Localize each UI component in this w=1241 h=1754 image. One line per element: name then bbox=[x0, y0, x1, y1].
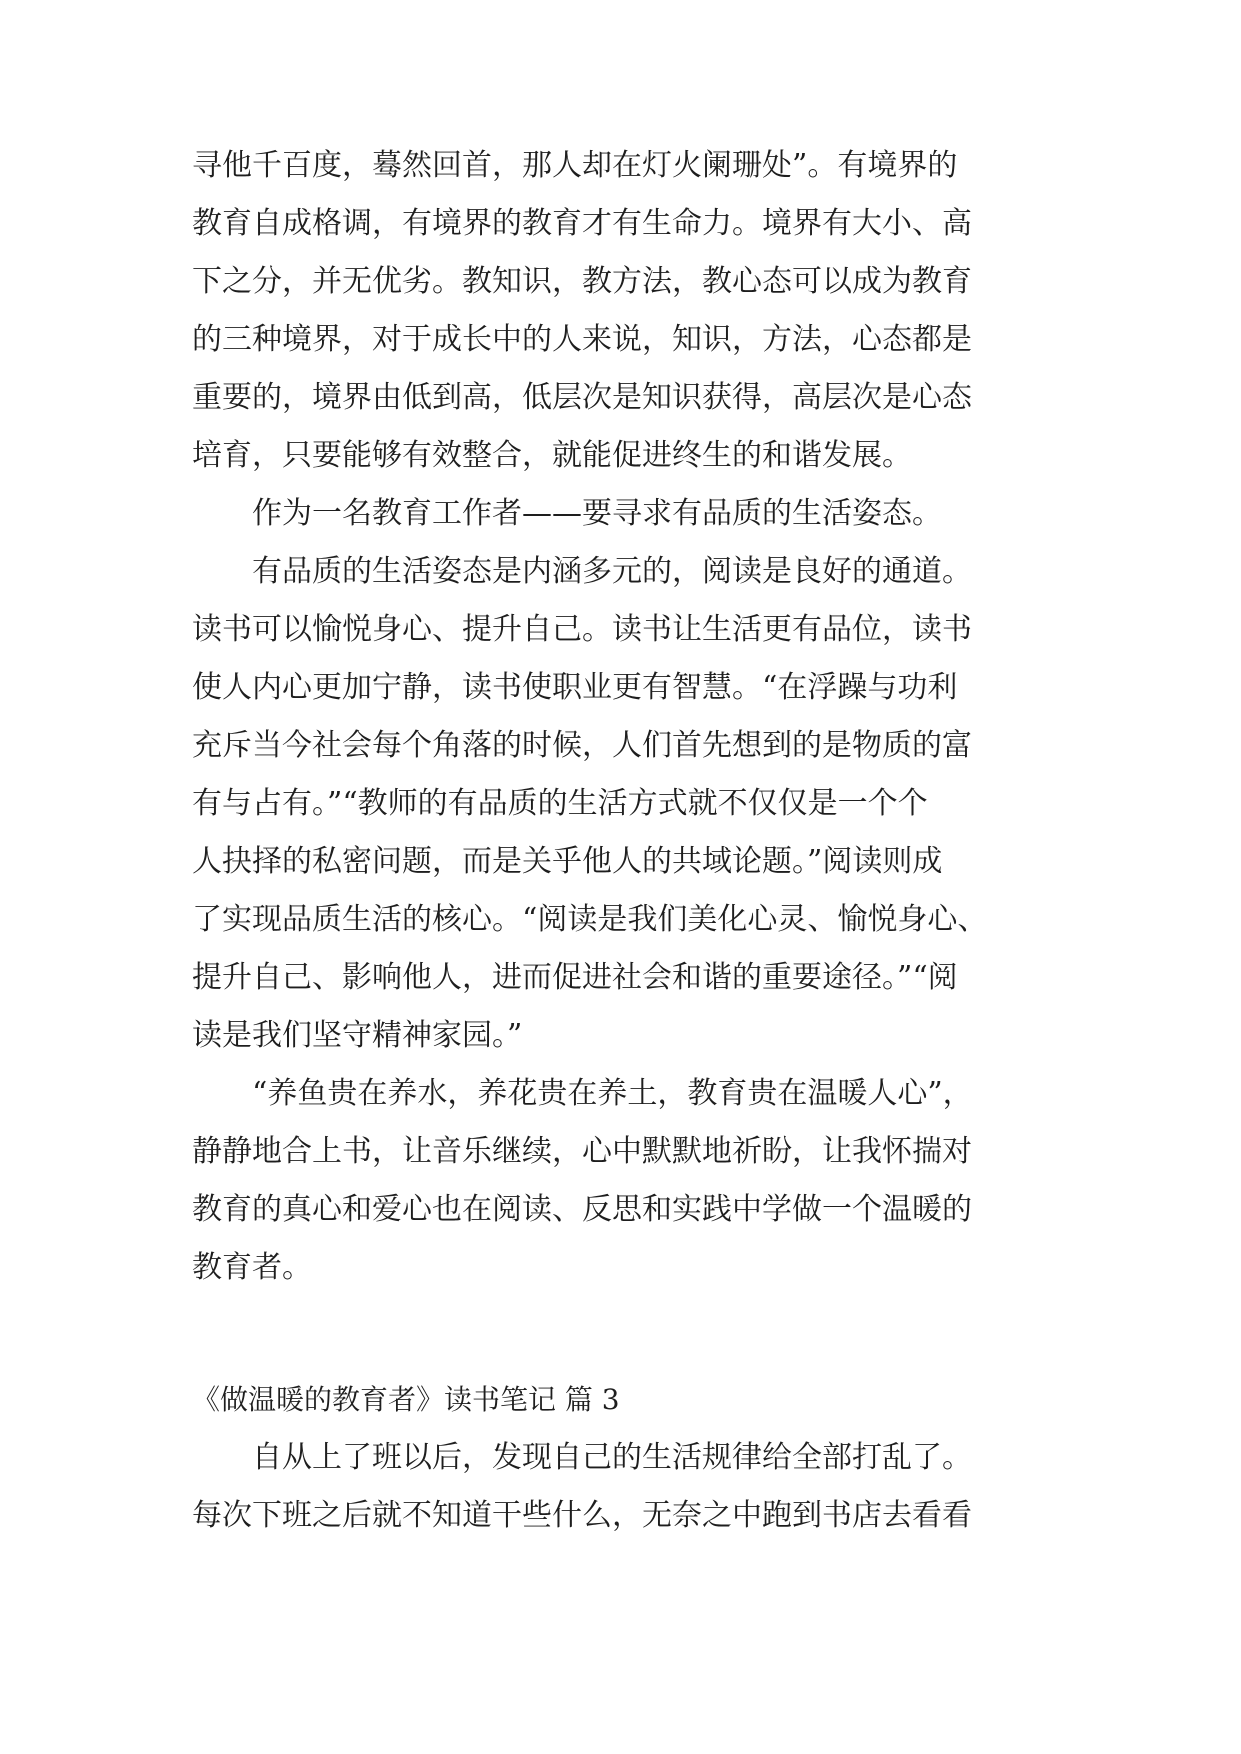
text-line: 有品质的生活姿态是内涵多元的，阅读是良好的通道。 bbox=[192, 554, 972, 589]
text-line: 教育的真心和爱心也在阅读、反思和实践中学做一个温暖的 bbox=[192, 1192, 972, 1227]
text-line: 读书可以愉悦身心、提升自己。读书让生活更有品位，读书 bbox=[192, 612, 972, 647]
text-line: “养鱼贵在养水，养花贵在养土，教育贵在温暖人心”， bbox=[192, 1076, 973, 1111]
text-line: 了实现品质生活的核心。“阅读是我们美化心灵、愉悦身心、 bbox=[192, 902, 988, 937]
text-line: 每次下班之后就不知道干些什么，无奈之中跑到书店去看看 bbox=[192, 1498, 972, 1533]
text-line: 人抉择的私密问题，而是关乎他人的共域论题。”阅读则成 bbox=[192, 844, 943, 879]
section-heading: 《做温暖的教育者》读书笔记 篇 3 bbox=[192, 1383, 620, 1416]
text-line: 的三种境界，对于成长中的人来说，知识，方法，心态都是 bbox=[192, 322, 972, 357]
text-line: 使人内心更加宁静，读书使职业更有智慧。“在浮躁与功利 bbox=[192, 670, 958, 705]
text-line: 有与占有。”“教师的有品质的生活方式就不仅仅是一个个 bbox=[192, 786, 928, 821]
text-line: 教育自成格调，有境界的教育才有生命力。境界有大小、高 bbox=[192, 206, 972, 241]
text-line: 寻他千百度，蓦然回首，那人却在灯火阑珊处”。有境界的 bbox=[192, 148, 958, 183]
text-line: 静静地合上书，让音乐继续，心中默默地祈盼，让我怀揣对 bbox=[192, 1134, 972, 1169]
text-line: 充斥当今社会每个角落的时候，人们首先想到的是物质的富 bbox=[192, 728, 972, 763]
text-line: 作为一名教育工作者——要寻求有品质的生活姿态。 bbox=[192, 496, 942, 531]
text-line: 读是我们坚守精神家园。” bbox=[192, 1018, 523, 1053]
body-text-section-two bbox=[192, 1429, 1072, 1545]
body-text-section-one bbox=[192, 137, 1072, 1297]
text-line: 提升自己、影响他人，进而促进社会和谐的重要途径。”“阅 bbox=[192, 960, 958, 995]
text-line: 重要的，境界由低到高，低层次是知识获得，高层次是心态 bbox=[192, 380, 972, 415]
text-line: 教育者。 bbox=[192, 1250, 312, 1285]
text-line: 下之分，并无优劣。教知识，教方法，教心态可以成为教育 bbox=[192, 264, 972, 299]
text-line: 自从上了班以后，发现自己的生活规律给全部打乱了。 bbox=[192, 1440, 972, 1475]
text-line: 培育，只要能够有效整合，就能促进终生的和谐发展。 bbox=[192, 438, 912, 473]
